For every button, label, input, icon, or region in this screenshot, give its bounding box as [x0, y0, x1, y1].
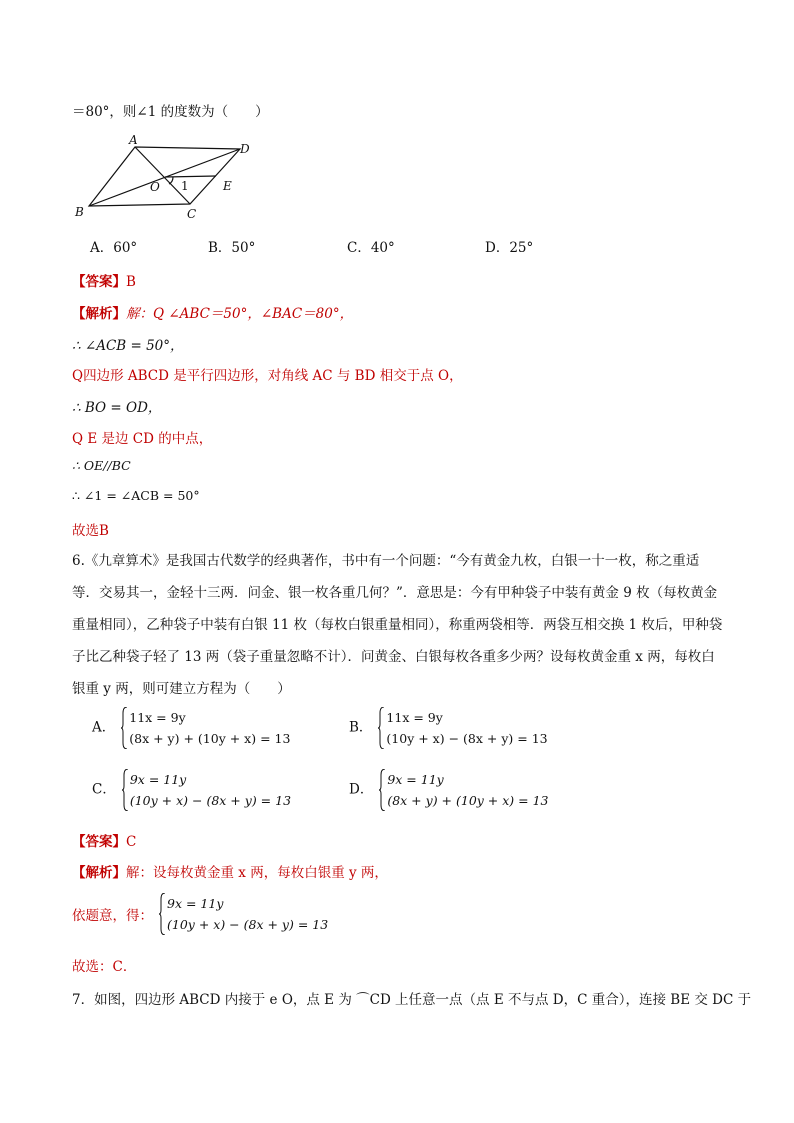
- equation-1: 9x = 11y: [129, 772, 187, 787]
- q5-analysis-line-1: [72, 302, 353, 322]
- label-angle-1: 1: [181, 179, 189, 193]
- q6-setup: [72, 893, 328, 935]
- option-text: 50°: [231, 240, 256, 256]
- answer-tag: 【答案】: [72, 834, 126, 850]
- option-key: C．: [347, 240, 371, 256]
- diagonal-ac: [135, 147, 190, 204]
- option-text: 25°: [509, 240, 534, 256]
- equation-1: 11x = 9y: [386, 710, 443, 725]
- analysis-text: 解：Q ∠ABC＝50°，∠BAC＝80°，: [126, 306, 354, 322]
- q6-option-d[interactable]: [349, 769, 549, 811]
- q5-analysis-line-4: ∴ BO = OD，: [72, 400, 162, 416]
- answer-value: C: [126, 834, 137, 850]
- equation-system: [159, 893, 328, 935]
- equation-system: [378, 707, 547, 749]
- label-a: A: [129, 133, 138, 147]
- q5-conclusion: 故选B: [72, 523, 109, 539]
- q6-conclusion: 故选：C．: [72, 959, 137, 975]
- q6-option-a[interactable]: [92, 707, 290, 749]
- equation-system: [379, 769, 548, 811]
- analysis-tag: 【解析】: [72, 306, 126, 322]
- q5-analysis-line-7: ∴ ∠1 = ∠ACB = 50°: [72, 488, 200, 503]
- q5-analysis-line-5: Q E 是边 CD 的中点，: [72, 431, 213, 447]
- segment-oe: [165, 176, 216, 177]
- setup-label: 依题意，得：: [72, 908, 153, 924]
- option-text: 40°: [370, 240, 395, 256]
- equation-system: [121, 707, 290, 749]
- q5-stem-tail: ＝80°，则∠1 的度数为（ ）: [72, 104, 269, 120]
- equation-1: 9x = 11y: [167, 896, 224, 911]
- q5-answer: [72, 270, 136, 290]
- option-key: D．: [485, 240, 510, 256]
- q5-analysis-line-6: ∴ OE//BC: [72, 458, 131, 473]
- q6-answer: [72, 830, 136, 850]
- q5-option-b[interactable]: [208, 236, 255, 256]
- label-o: O: [150, 180, 160, 194]
- answer-value: B: [126, 274, 136, 290]
- equation-2: (8x + y) + (10y + x) = 13: [129, 731, 291, 746]
- equation-2: (10y + x) − (8x + y) = 13: [129, 793, 292, 808]
- q5-analysis-line-3: Q四边形 ABCD 是平行四边形，对角线 AC 与 BD 相交于点 O，: [72, 368, 463, 384]
- equation-1: 9x = 11y: [387, 772, 444, 787]
- option-key: D．: [349, 781, 374, 798]
- brace-icon: [379, 769, 385, 811]
- option-key: B．: [349, 719, 373, 736]
- equation-system: [122, 769, 291, 811]
- equation-2: (10y + x) − (8x + y) = 13: [167, 917, 329, 932]
- analysis-tag: 【解析】: [72, 865, 126, 881]
- answer-tag: 【答案】: [72, 274, 126, 290]
- label-c: C: [187, 207, 197, 221]
- option-text: 60°: [113, 240, 138, 256]
- equation-2: (10y + x) − (8x + y) = 13: [386, 731, 548, 746]
- option-key: B．: [208, 240, 232, 256]
- option-key: C．: [92, 781, 116, 798]
- q6-option-c[interactable]: [92, 769, 291, 811]
- q7-stem: 7．如图，四边形 ABCD 内接于 e O，点 E 为 ⌒CD 上任意一点（点 E 不与点 D，C 重合），连接 BE 交 DC 于: [72, 992, 752, 1008]
- brace-icon: [121, 707, 127, 749]
- label-e: E: [223, 179, 232, 193]
- equation-1: 11x = 9y: [129, 710, 186, 725]
- q5-analysis-line-2: ∴ ∠ACB = 50°，: [72, 338, 184, 354]
- brace-icon: [122, 769, 128, 811]
- q6-option-b[interactable]: [349, 707, 548, 749]
- label-b: B: [75, 205, 84, 219]
- analysis-text: 解：设每枚黄金重 x 两，每枚白银重 y 两，: [126, 865, 388, 881]
- q6-analysis: [72, 861, 388, 881]
- brace-icon: [378, 707, 384, 749]
- q5-option-a[interactable]: [90, 236, 137, 256]
- equation-2: (8x + y) + (10y + x) = 13: [387, 793, 549, 808]
- q5-option-d[interactable]: [485, 236, 533, 256]
- parallelogram-figure: [70, 132, 270, 228]
- option-key: A．: [92, 719, 116, 736]
- q5-option-c[interactable]: [347, 236, 395, 256]
- q6-stem: 6.《九章算术》是我国古代数学的经典著作，书中有一个问题：“今有黄金九枚，白银一十一枚，称之重适等．交易其一，金轻十三两．问金、银一枚各重几何？”．意思是：今有甲种袋子中装有黄金 9 枚（每枚黄金重量相同），乙种袋子中装有白银 11 枚（每枚白银重量相同），称重两袋相等．两袋互相交换 1 枚后，甲种袋子比乙种袋子轻了 13 两（袋子重量忽略不计）．问黄金、白银每枚各重多少两？设每枚黄金重 x 两，每枚白银重 y 两，则可建立方程为（ ）: [72, 553, 723, 697]
- option-key: A．: [90, 240, 114, 256]
- brace-icon: [159, 893, 165, 935]
- label-d: D: [240, 142, 250, 156]
